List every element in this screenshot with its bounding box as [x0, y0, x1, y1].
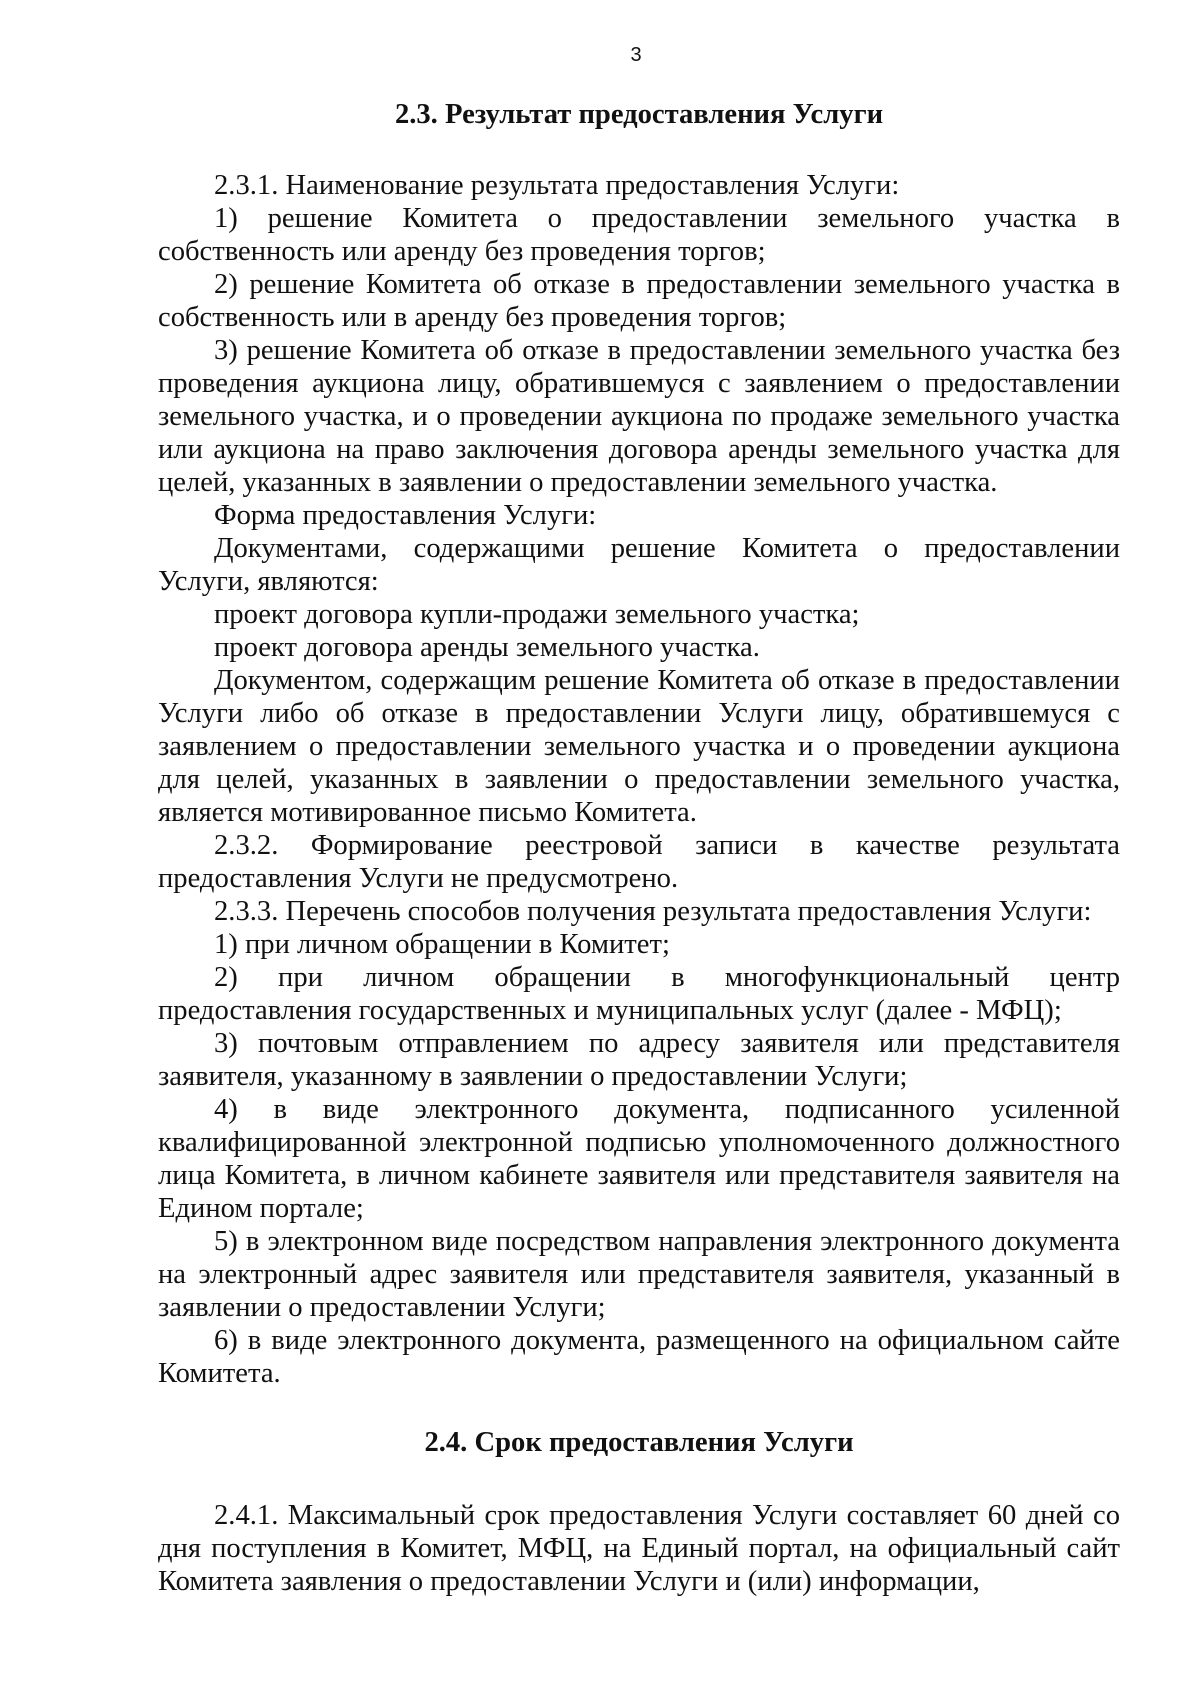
list-item: 3) почтовым отправлением по адресу заявителя или представителя заявителя, указанному в заявлении о предоставлении Услуги;: [158, 1028, 1120, 1092]
list-item: 1) при личном обращении в Комитет;: [214, 929, 670, 960]
list-item: проект договора аренды земельного участка.: [214, 632, 760, 663]
list-item: 5) в электронном виде посредством направления электронного документа на электронный адрес заявителя или представителя заявителя, указанный в заявлении о предоставлении Услуги;: [158, 1226, 1120, 1323]
paragraph: 2.3.1. Наименование результата предоставления Услуги:: [214, 170, 900, 201]
section-heading-2-3: 2.3. Результат предоставления Услуги: [394, 99, 884, 130]
paragraph: Документами, содержащими решение Комитета о предоставлении Услуги, являются:: [158, 533, 1120, 597]
list-item: 1) решение Комитета о предоставлении земельного участка в собственность или аренду без проведения торгов;: [158, 203, 1120, 267]
paragraph: 2.3.2. Формирование реестровой записи в качестве результата предоставления Услуги не предусмотрено.: [158, 830, 1120, 894]
list-item: 2) при личном обращении в многофункциональный центр предоставления государственных и муниципальных услуг (далее - МФЦ);: [158, 962, 1120, 1026]
paragraph: 2.4.1. Максимальный срок предоставления Услуги составляет 60 дней со дня поступления в Комитет, МФЦ, на Единый портал, на официальный сайт Комитета заявления о предоставлении Услуги и (или) информации,: [158, 1500, 1120, 1597]
page-number: 3: [630, 44, 642, 66]
list-item: 3) решение Комитета об отказе в предоставлении земельного участка без проведения аукциона лицу, обратившемуся с заявлением о предоставлении земельного участка, и о проведении аукциона по продаже земельного участка или аукциона на право заключения договора аренды земельного участка для целей, указанных в заявлении о предоставлении земельного участка.: [158, 335, 1120, 498]
section-heading-2-4: 2.4. Срок предоставления Услуги: [424, 1427, 854, 1458]
list-item: 6) в виде электронного документа, размещенного на официальном сайте Комитета.: [158, 1325, 1120, 1389]
document-body: [158, 98, 1120, 1598]
list-item: проект договора купли-продажи земельного участка;: [214, 599, 860, 630]
paragraph: Документом, содержащим решение Комитета об отказе в предоставлении Услуги либо об отказе в предоставлении Услуги лицу, обратившемуся с заявлением о предоставлении земельного участка и о проведении аукциона для целей, указанных в заявлении о предоставлении земельного участка, является мотивированное письмо Комитета.: [158, 665, 1120, 828]
paragraph: 2.3.3. Перечень способов получения результата предоставления Услуги:: [214, 896, 1092, 927]
list-item: 2) решение Комитета об отказе в предоставлении земельного участка в собственность или в аренду без проведения торгов;: [158, 269, 1120, 333]
list-item: 4) в виде электронного документа, подписанного усиленной квалифицированной электронной подписью уполномоченного должностного лица Комитета, в личном кабинете заявителя или представителя заявителя на Едином портале;: [158, 1094, 1120, 1224]
paragraph: Форма предоставления Услуги:: [214, 500, 597, 531]
